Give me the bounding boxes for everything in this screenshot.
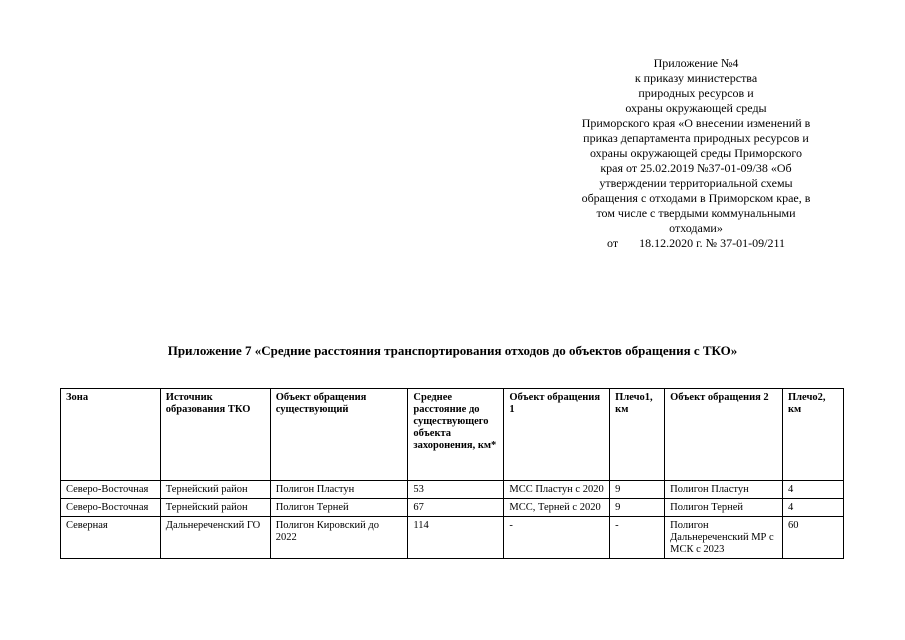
header-line: охраны окружающей среды Приморского	[589, 146, 803, 160]
table-cell: Северная	[61, 517, 161, 559]
table-header-row	[61, 389, 844, 481]
table-cell: Северо-Восточная	[61, 481, 161, 499]
header-line: утверждении территориальной схемы	[599, 176, 793, 190]
table-cell: Полигон Терней	[270, 499, 408, 517]
page-title: Приложение 7 «Средние расстояния транспортирования отходов до объектов обращения с ТКО»	[167, 343, 738, 358]
table-row	[61, 517, 844, 559]
table-cell: Полигон Дальнереченский МР с МСК с 2023	[665, 517, 783, 559]
order-date-number: 18.12.2020 г. № 37-01-09/211	[639, 236, 785, 250]
table-cell: МСС, Терней с 2020	[504, 499, 610, 517]
column-header: Источник образования ТКО	[160, 389, 270, 481]
table-cell: -	[610, 517, 665, 559]
table-cell: 67	[408, 499, 504, 517]
column-header: Среднее расстояние до существующего объекта захоронения, км*	[408, 389, 504, 481]
table-cell: 60	[783, 517, 844, 559]
header-line: приказ департамента природных ресурсов и	[583, 131, 809, 145]
appendix-header	[548, 56, 844, 251]
table-cell: 4	[783, 481, 844, 499]
table-row	[61, 499, 844, 517]
header-line: обращения с отходами в Приморском крае, в	[581, 191, 811, 205]
table-cell: Полигон Пластун	[270, 481, 408, 499]
header-line: к приказу министерства	[634, 71, 758, 85]
table-cell: Дальнереченский ГО	[160, 517, 270, 559]
column-header: Объект обращения 2	[665, 389, 783, 481]
table-cell: МСС Пластун с 2020	[504, 481, 610, 499]
column-header: Плечо1, км	[610, 389, 665, 481]
header-line: Приморского края «О внесении изменений в	[581, 116, 811, 130]
table-cell: Полигон Пластун	[665, 481, 783, 499]
header-line: том числе с твердыми коммунальными	[596, 206, 796, 220]
header-line: охраны окружающей среды	[625, 101, 767, 115]
order-date-line	[548, 236, 844, 251]
table-cell: Полигон Кировский до 2022	[270, 517, 408, 559]
header-line: природных ресурсов и	[638, 86, 754, 100]
table-cell: 9	[610, 499, 665, 517]
column-header: Зона	[61, 389, 161, 481]
table-cell: Северо-Восточная	[61, 499, 161, 517]
table-cell: Тернейский район	[160, 499, 270, 517]
table-cell: 4	[783, 499, 844, 517]
column-header: Объект обращения 1	[504, 389, 610, 481]
header-line: Приложение №4	[653, 56, 739, 70]
table-cell: Тернейский район	[160, 481, 270, 499]
table-row	[61, 481, 844, 499]
table-cell: 9	[610, 481, 665, 499]
distances-table	[60, 388, 844, 559]
table-cell: 53	[408, 481, 504, 499]
header-line: края от 25.02.2019 №37-01-09/38 «Об	[600, 161, 792, 175]
table-cell: Полигон Терней	[665, 499, 783, 517]
order-prefix: от	[607, 236, 619, 250]
column-header: Объект обращения существующий	[270, 389, 408, 481]
column-header: Плечо2, км	[783, 389, 844, 481]
table-cell: 114	[408, 517, 504, 559]
header-line: отходами»	[669, 221, 723, 235]
table-cell: -	[504, 517, 610, 559]
